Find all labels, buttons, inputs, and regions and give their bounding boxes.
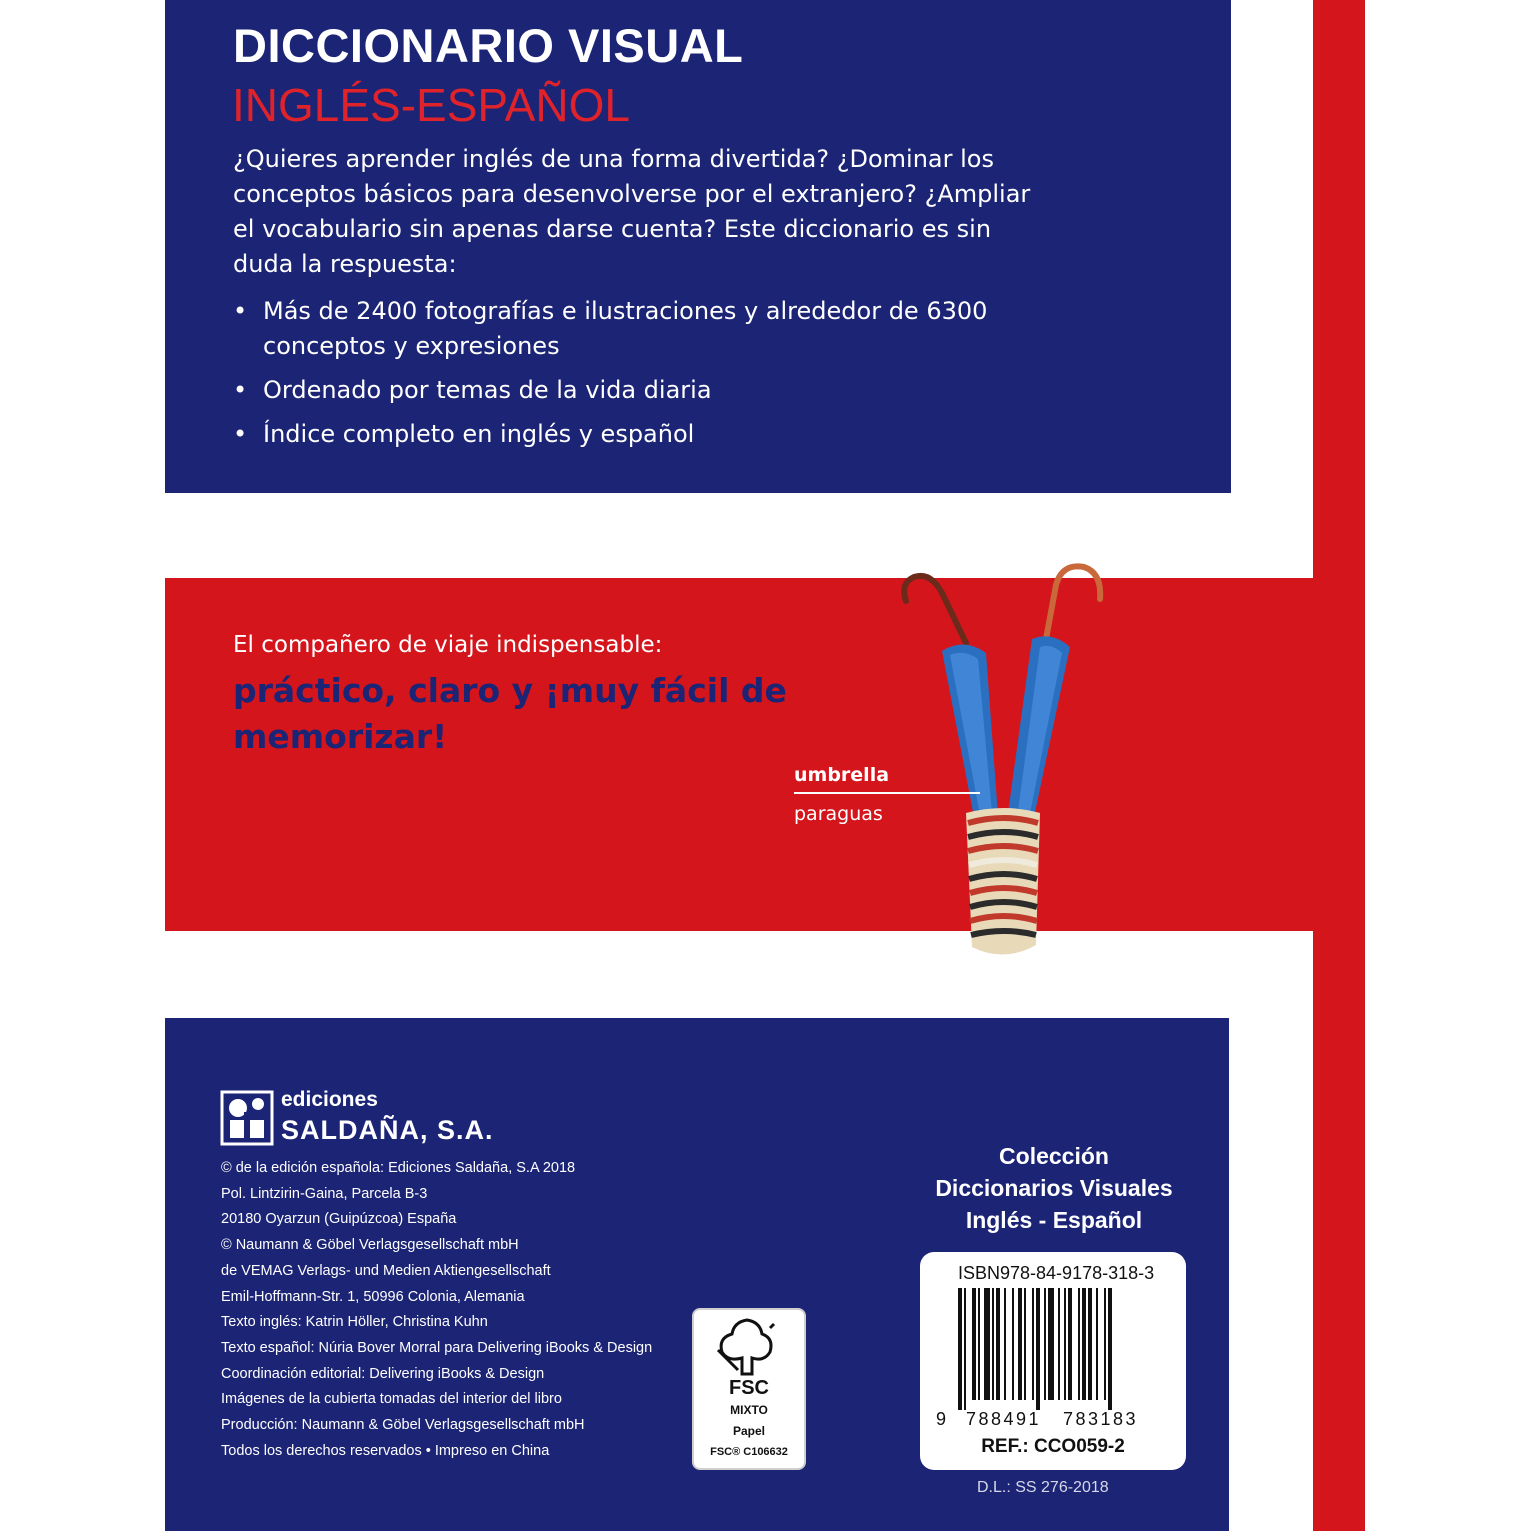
- fsc-tree-icon: [712, 1316, 782, 1378]
- publisher-name-line1: ediciones: [281, 1088, 378, 1111]
- collection-block: [904, 1140, 1204, 1236]
- fsc-brand: FSC: [729, 1377, 769, 1399]
- fsc-material: Papel: [732, 1424, 765, 1438]
- umbrella-stand-illustration: [880, 555, 1120, 975]
- credit-line: Pol. Lintzirin-Gaina, Parcela B-3: [221, 1185, 428, 1202]
- fsc-type: MIXTO: [730, 1403, 768, 1417]
- legal-deposit: D.L.: SS 276-2018: [977, 1479, 1109, 1496]
- label-leader-line: [794, 792, 980, 794]
- publisher-name-line2: SALDAÑA, S.A.: [281, 1115, 494, 1145]
- credit-line: Producción: Naumann & Göbel Verlagsgesellschaft mbH: [221, 1417, 585, 1434]
- feature-item: • Ordenado por temas de la vida diaria: [233, 373, 1033, 408]
- credits-block: [221, 1156, 652, 1464]
- reference-code: REF.: CCO059-2: [981, 1436, 1125, 1457]
- credit-line: Texto español: Núria Bover Morral para Delivering iBooks & Design: [221, 1339, 653, 1356]
- barcode-digit-first: 9: [936, 1409, 947, 1429]
- intro-paragraph: ¿Quieres aprender inglés de una forma divertida? ¿Dominar los conceptos básicos para desenvolverse por el extranjero? ¿Ampliar el vocabulario sin apenas darse cuenta? Este diccionario es sin duda la respuesta:: [233, 145, 1031, 278]
- credit-line: Todos los derechos reservados • Impreso en China: [221, 1442, 550, 1459]
- credit-line: Imágenes de la cubierta tomadas del interior del libro: [221, 1391, 562, 1408]
- label-english: umbrella: [794, 764, 890, 786]
- credit-line: Texto inglés: Katrin Höller, Christina Kuhn: [221, 1314, 488, 1331]
- isbn-number: ISBN978-84-9178-318-3: [958, 1263, 1155, 1283]
- credit-line: de VEMAG Verlags- und Medien Aktiengesellschaft: [221, 1262, 551, 1279]
- credit-line: 20180 Oyarzun (Guipúzcoa) España: [221, 1211, 457, 1228]
- feature-list: [233, 294, 1033, 461]
- publisher-logo-icon: [220, 1090, 274, 1146]
- barcode-group-left: 788491: [966, 1409, 1042, 1429]
- feature-item: • Más de 2400 fotografías e ilustraciones y alrededor de 6300 conceptos y expresiones: [233, 294, 1033, 364]
- tagline-strong: práctico, claro y ¡muy fácil de memorizar!: [233, 671, 787, 756]
- book-subtitle: INGLÉS-ESPAÑOL: [232, 79, 630, 131]
- label-spanish: paraguas: [794, 803, 883, 825]
- fsc-code: FSC® C106632: [710, 1446, 788, 1458]
- barcode-group-right: 783183: [1063, 1409, 1139, 1429]
- collection-line3: Inglés - Español: [965, 1207, 1143, 1233]
- collection-line2: Diccionarios Visuales: [935, 1175, 1173, 1201]
- spine-stripe: [1313, 0, 1365, 1531]
- tagline-lead: El compañero de viaje indispensable:: [233, 632, 663, 658]
- credit-line: Coordinación editorial: Delivering iBooks & Design: [221, 1365, 545, 1382]
- credit-line: Emil-Hoffmann-Str. 1, 50996 Colonia, Alemania: [221, 1288, 525, 1305]
- credit-line: © Naumann & Göbel Verlagsgesellschaft mbH: [221, 1237, 519, 1254]
- book-title: DICCIONARIO VISUAL: [233, 19, 744, 72]
- credit-line: © de la edición española: Ediciones Saldaña, S.A 2018: [221, 1160, 576, 1176]
- collection-line1: Colección: [999, 1143, 1109, 1169]
- feature-item: • Índice completo en inglés y español: [233, 417, 1033, 452]
- barcode-graphic: [958, 1288, 1170, 1410]
